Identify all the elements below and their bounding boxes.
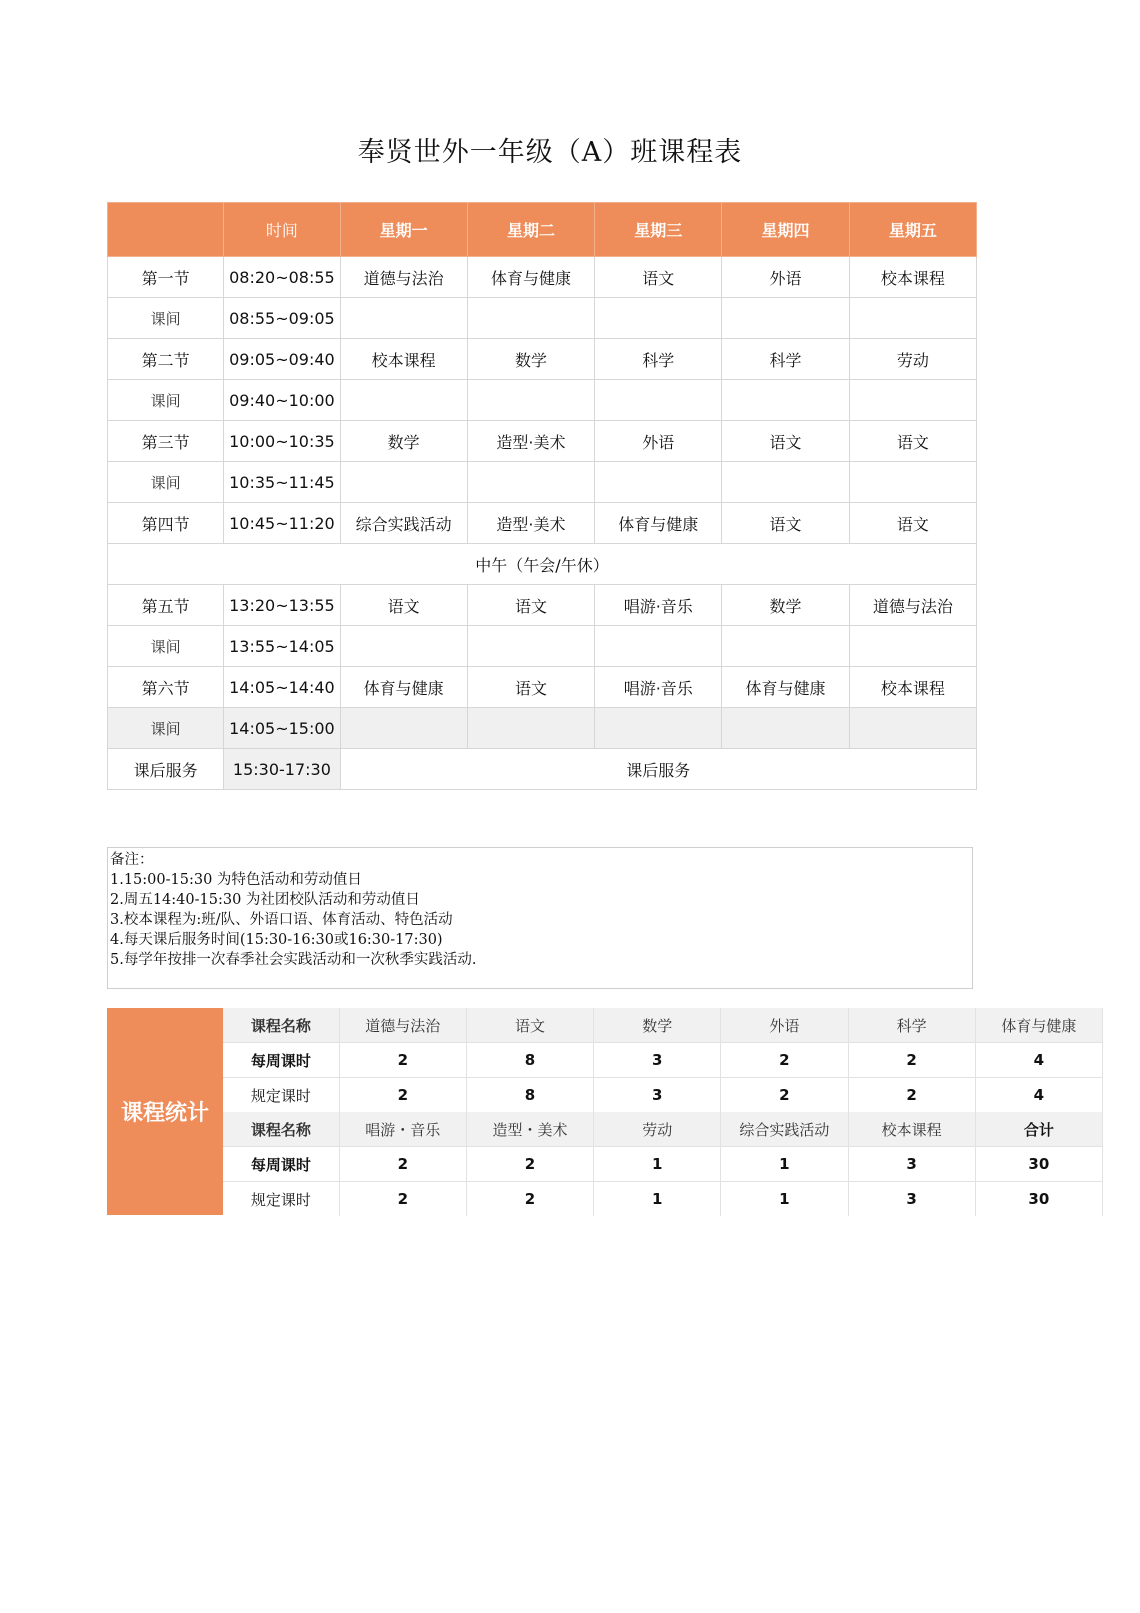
empty-cell <box>849 298 976 339</box>
empty-cell <box>849 462 976 503</box>
stats-cell: 造型・美术 <box>466 1112 593 1147</box>
note-item: 4.每天课后服务时间(15:30-16:30或16:30-17:30) <box>110 932 443 948</box>
service-cell: 课后服务 <box>340 749 976 790</box>
empty-cell <box>340 462 467 503</box>
period-time: 13:55~14:05 <box>224 626 340 667</box>
course-name-row <box>223 1008 1103 1043</box>
stats-cell: 数学 <box>594 1008 721 1043</box>
empty-cell <box>722 380 849 421</box>
schedule-row <box>108 339 977 380</box>
lesson-cell: 语文 <box>467 585 594 626</box>
period-label: 第三节 <box>108 421 224 462</box>
lesson-cell: 语文 <box>722 503 849 544</box>
empty-cell <box>849 626 976 667</box>
lesson-cell: 造型·美术 <box>467 503 594 544</box>
lesson-cell: 数学 <box>467 339 594 380</box>
period-time: 10:00~10:35 <box>224 421 340 462</box>
period-label: 课间 <box>108 708 224 749</box>
stats-cell: 30 <box>975 1182 1102 1217</box>
period-label: 课间 <box>108 626 224 667</box>
empty-cell <box>595 380 722 421</box>
period-time: 08:55~09:05 <box>224 298 340 339</box>
header-wednesday: 星期三 <box>595 203 722 257</box>
header-monday: 星期一 <box>340 203 467 257</box>
lesson-cell: 数学 <box>722 585 849 626</box>
schedule-table <box>107 202 977 790</box>
page-title: 奉贤世外一年级（A）班课程表 <box>357 137 743 168</box>
stats-cell: 3 <box>848 1182 975 1217</box>
period-label: 第四节 <box>108 503 224 544</box>
empty-cell <box>722 708 849 749</box>
stats-row-header: 课程名称 <box>223 1112 339 1147</box>
schedule-row <box>108 503 977 544</box>
note-item: 3.校本课程为:班/队、外语口语、体育活动、特色活动 <box>110 912 453 928</box>
schedule-row <box>108 667 977 708</box>
note-item: 5.每学年按排一次春季社会实践活动和一次秋季实践活动. <box>110 952 477 968</box>
stats-row-header: 课程名称 <box>223 1008 339 1043</box>
period-label: 课后服务 <box>108 749 224 790</box>
schedule-row <box>108 421 977 462</box>
stats-cell: 2 <box>848 1078 975 1113</box>
period-time: 09:40~10:00 <box>224 380 340 421</box>
empty-cell <box>595 462 722 503</box>
lesson-cell: 语文 <box>340 585 467 626</box>
header-tuesday: 星期二 <box>467 203 594 257</box>
lesson-cell: 综合实践活动 <box>340 503 467 544</box>
schedule-row <box>108 380 977 421</box>
stats-table <box>223 1008 1103 1216</box>
note-item: 2.周五14:40-15:30 为社团校队活动和劳动值日 <box>110 892 420 908</box>
period-time: 14:05~15:00 <box>224 708 340 749</box>
period-label: 第一节 <box>108 257 224 298</box>
course-name-row <box>223 1112 1103 1147</box>
period-time: 15:30-17:30 <box>224 749 340 790</box>
empty-cell <box>595 298 722 339</box>
stats-row-header: 规定课时 <box>223 1078 339 1113</box>
stats-cell: 3 <box>594 1043 721 1078</box>
stats-cell: 2 <box>721 1043 848 1078</box>
stats-cell: 劳动 <box>594 1112 721 1147</box>
lesson-cell: 外语 <box>595 421 722 462</box>
schedule-row <box>108 544 977 585</box>
empty-cell <box>340 298 467 339</box>
lesson-cell: 体育与健康 <box>595 503 722 544</box>
period-time: 10:45~11:20 <box>224 503 340 544</box>
lesson-cell: 唱游·音乐 <box>595 667 722 708</box>
stats-cell: 3 <box>594 1078 721 1113</box>
empty-cell <box>467 380 594 421</box>
lesson-cell: 数学 <box>340 421 467 462</box>
lesson-cell: 校本课程 <box>849 257 976 298</box>
stats-cell: 1 <box>594 1147 721 1182</box>
schedule-row <box>108 585 977 626</box>
stats-cell: 1 <box>721 1147 848 1182</box>
period-label: 课间 <box>108 298 224 339</box>
required-hours-row <box>223 1182 1103 1217</box>
notes-heading: 备注： <box>110 852 154 868</box>
stats-cell: 外语 <box>721 1008 848 1043</box>
stats-cell: 科学 <box>848 1008 975 1043</box>
lesson-cell: 体育与健康 <box>340 667 467 708</box>
empty-cell <box>722 626 849 667</box>
empty-cell <box>595 708 722 749</box>
header-blank <box>108 203 224 257</box>
empty-cell <box>595 626 722 667</box>
lesson-cell: 语文 <box>595 257 722 298</box>
stats-cell: 道德与法治 <box>339 1008 466 1043</box>
empty-cell <box>849 380 976 421</box>
schedule-row <box>108 708 977 749</box>
lesson-cell: 劳动 <box>849 339 976 380</box>
stats-cell: 3 <box>848 1147 975 1182</box>
required-hours-row <box>223 1078 1103 1113</box>
stats-cell: 2 <box>339 1043 466 1078</box>
stats-cell: 2 <box>466 1147 593 1182</box>
empty-cell <box>722 298 849 339</box>
empty-cell <box>340 708 467 749</box>
header-thursday: 星期四 <box>722 203 849 257</box>
stats-cell: 语文 <box>466 1008 593 1043</box>
schedule-row <box>108 298 977 339</box>
note-item: 1.15:00-15:30 为特色活动和劳动值日 <box>110 872 362 888</box>
period-label: 第二节 <box>108 339 224 380</box>
lesson-cell: 校本课程 <box>849 667 976 708</box>
weekly-hours-row <box>223 1147 1103 1182</box>
stats-cell: 2 <box>721 1078 848 1113</box>
period-time: 14:05~14:40 <box>224 667 340 708</box>
stats-cell: 8 <box>466 1043 593 1078</box>
period-time: 08:20~08:55 <box>224 257 340 298</box>
stats-cell: 唱游・音乐 <box>339 1112 466 1147</box>
lesson-cell: 科学 <box>595 339 722 380</box>
period-label: 第六节 <box>108 667 224 708</box>
stats-cell: 校本课程 <box>848 1112 975 1147</box>
period-label: 第五节 <box>108 585 224 626</box>
stats-cell: 4 <box>975 1078 1102 1113</box>
stats-cell: 2 <box>339 1147 466 1182</box>
empty-cell <box>467 298 594 339</box>
schedule-row <box>108 257 977 298</box>
schedule-row <box>108 462 977 503</box>
lesson-cell: 语文 <box>722 421 849 462</box>
empty-cell <box>467 708 594 749</box>
stats-cell: 体育与健康 <box>975 1008 1102 1043</box>
stats-cell: 2 <box>466 1182 593 1217</box>
period-time: 09:05~09:40 <box>224 339 340 380</box>
lesson-cell: 道德与法治 <box>340 257 467 298</box>
lesson-cell: 语文 <box>467 667 594 708</box>
empty-cell <box>849 708 976 749</box>
weekly-hours-row <box>223 1043 1103 1078</box>
noon-cell: 中午（午会/午休） <box>108 544 977 585</box>
schedule-row <box>108 626 977 667</box>
stats-row-header: 每周课时 <box>223 1043 339 1078</box>
lesson-cell: 科学 <box>722 339 849 380</box>
empty-cell <box>340 380 467 421</box>
stats-row-header: 每周课时 <box>223 1147 339 1182</box>
stats-cell: 2 <box>339 1078 466 1113</box>
stats-cell: 30 <box>975 1147 1102 1182</box>
lesson-cell: 体育与健康 <box>722 667 849 708</box>
lesson-cell: 造型·美术 <box>467 421 594 462</box>
stats-label: 课程统计 <box>107 1008 223 1215</box>
stats-cell: 2 <box>339 1182 466 1217</box>
lesson-cell: 唱游·音乐 <box>595 585 722 626</box>
header-friday: 星期五 <box>849 203 976 257</box>
stats-row-header: 规定课时 <box>223 1182 339 1217</box>
stats-cell: 2 <box>848 1043 975 1078</box>
schedule-header-row <box>108 203 977 257</box>
lesson-cell: 外语 <box>722 257 849 298</box>
lesson-cell: 校本课程 <box>340 339 467 380</box>
stats-cell: 1 <box>721 1182 848 1217</box>
stats-cell: 8 <box>466 1078 593 1113</box>
period-time: 10:35~11:45 <box>224 462 340 503</box>
header-time: 时间 <box>224 203 340 257</box>
stats-cell: 综合实践活动 <box>721 1112 848 1147</box>
lesson-cell: 道德与法治 <box>849 585 976 626</box>
lesson-cell: 语文 <box>849 421 976 462</box>
period-label: 课间 <box>108 380 224 421</box>
empty-cell <box>467 626 594 667</box>
stats-cell: 1 <box>594 1182 721 1217</box>
lesson-cell: 语文 <box>849 503 976 544</box>
period-time: 13:20~13:55 <box>224 585 340 626</box>
lesson-cell: 体育与健康 <box>467 257 594 298</box>
period-label: 课间 <box>108 462 224 503</box>
empty-cell <box>722 462 849 503</box>
empty-cell <box>340 626 467 667</box>
schedule-row <box>108 749 977 790</box>
empty-cell <box>467 462 594 503</box>
stats-cell: 合计 <box>975 1112 1102 1147</box>
stats-cell: 4 <box>975 1043 1102 1078</box>
notes-box <box>107 847 973 989</box>
